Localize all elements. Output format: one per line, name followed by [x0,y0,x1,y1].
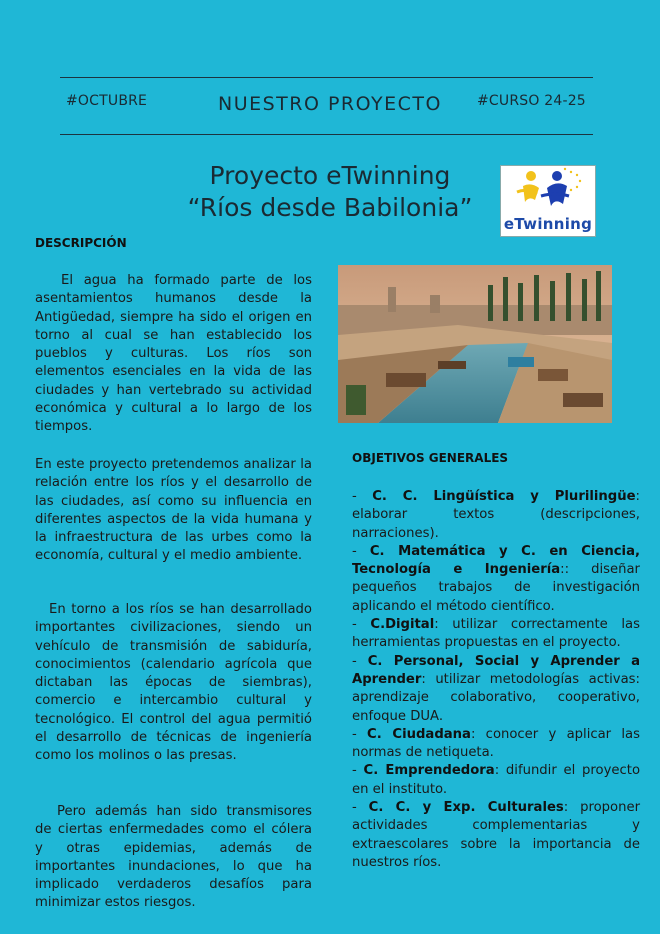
ancient-river-city-image [338,265,612,423]
description-paragraph-3: En torno a los ríos se han desarrollado importantes civilizaciones, siendo un vehículo de transmisión de sabiduría, conocimientos (calendario agrícola que dictaban las épocas de siembras), comercio e intercambio cultural y tecnológico. El control del agua permitió el desarrollo de técnicas de ingeniería como los molinos o las presas. [35,602,312,764]
project-title [130,160,530,224]
project-title-line1: Proyecto eTwinning [209,161,451,190]
objective-item: - C. C. Lingüística y Plurilingüe: elaborar textos (descripciones, narraciones). [352,489,640,541]
objectives-list [352,488,640,872]
description-heading: DESCRIPCIÓN [35,236,127,250]
objective-item: - C. Emprendedora: difundir el proyecto en el instituto. [352,763,641,797]
etwinning-logo-text: eTwinning [503,215,593,233]
month-tag: #OCTUBRE [66,93,148,109]
description-paragraph-1: El agua ha formado parte de los asentamientos humanos desde la Antigüedad, siempre ha sido el origen en torno al cual se han establecido los pueblos y culturas. Los ríos son elementos esenciales en la vida de las ciudades y han vertebrado su actividad económica y cultural a lo largo de los tiempos. [35,273,312,435]
objective-item: - C. Ciudadana: conocer y aplicar las normas de netiqueta. [352,726,640,761]
header-bottom-rule [60,134,593,135]
objective-item: - C. C. y Exp. Culturales: proponer actividades complementarias y extraescolares sobre la importancia de nuestros ríos. [352,800,641,870]
description-paragraph-2: En este proyecto pretendemos analizar la relación entre los ríos y el desarrollo de las ciudades, así como su influencia en diferentes aspectos de la vida humana y la infraestructura de las urbes como la economía, cultural y el medio ambiente. [35,457,312,564]
project-title-line2: “Ríos desde Babilonia” [187,193,473,222]
etwinning-figures-icon [501,166,595,216]
etwinning-logo [500,165,596,237]
header-top-rule [60,77,593,78]
newsletter-title: NUESTRO PROYECTO [217,93,442,115]
objective-item: - C.Digital: utilizar correctamente las herramientas propuestas en el proyecto. [352,617,640,651]
objectives-heading: OBJETIVOS GENERALES [352,451,509,465]
objective-item: - C. Personal, Social y Aprender a Aprender: utilizar metodologías activas: aprendizaje colaborativo, cooperativo, enfoque DUA. [352,653,640,724]
objective-item: - C. Matemática y C. en Ciencia, Tecnología e Ingeniería:: diseñar pequeños trabajos de investigación aplicando el método científico. [352,543,640,614]
description-paragraph-4: Pero además han sido transmisores de ciertas enfermedades como el cólera y otras epidemias, además de importantes inundaciones, lo que ha implicado verdaderos desafíos para minimizar estos riesgos. [35,804,312,911]
course-tag: #CURSO 24-25 [477,93,586,109]
